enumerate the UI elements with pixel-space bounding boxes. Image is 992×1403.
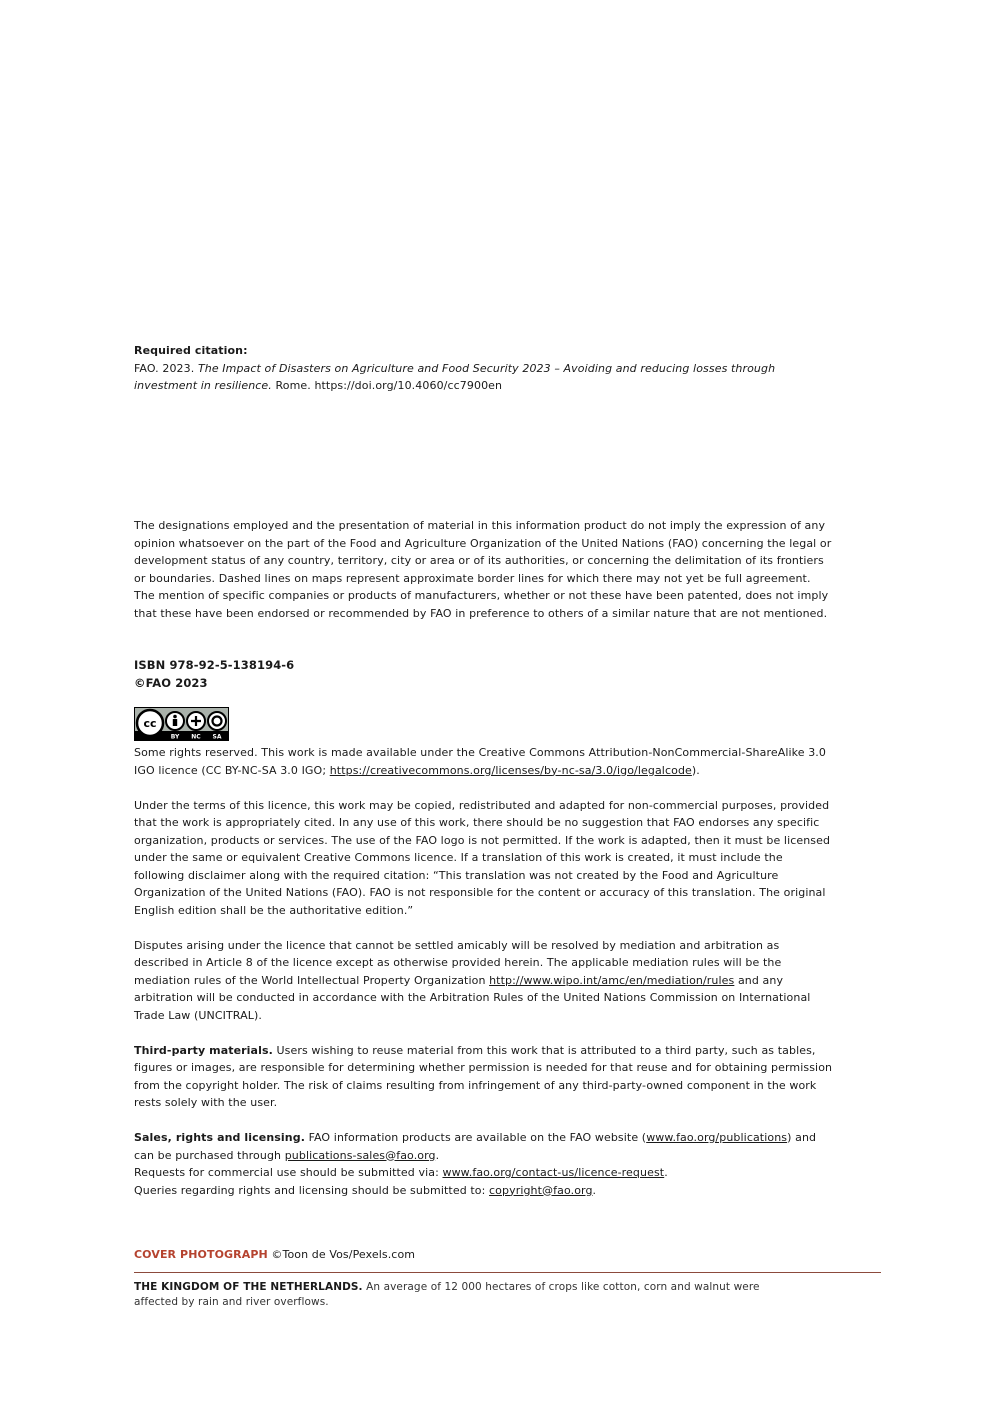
- copyright-notice: ©FAO 2023: [134, 675, 208, 690]
- cc-badge-nc-label: NC: [191, 733, 201, 741]
- licence-intro-end: ).: [691, 763, 700, 777]
- queries-dot: .: [592, 1183, 597, 1197]
- third-party-heading: Third-party materials.: [134, 1043, 273, 1057]
- cover-caption: [134, 1280, 794, 1310]
- cover-divider: [134, 1272, 881, 1273]
- citation-text: [134, 360, 834, 395]
- citation-prefix: FAO. 2023.: [134, 361, 198, 375]
- sales-text-b: ) and can be purchased through: [134, 1131, 817, 1162]
- disputes-paragraph: [134, 937, 834, 1025]
- cover-caption-text: An average of 12 000 hectares of crops like cotton, corn and walnut were affected by rain and river overflows.: [134, 1281, 760, 1308]
- copyright-email-link[interactable]: copyright@fao.org: [489, 1183, 593, 1197]
- cc-license-badge-icon: [134, 707, 229, 741]
- citation-suffix: Rome. https://doi.org/10.4060/cc7900en: [271, 379, 503, 392]
- licence-link[interactable]: https://creativecommons.org/licenses/by-nc-sa/3.0/igo/legalcode: [329, 763, 692, 777]
- disclaimer-block: [134, 517, 834, 622]
- publications-sales-email-link[interactable]: publications-sales@fao.org: [284, 1148, 436, 1162]
- requests-text: Requests for commercial use should be submitted via:: [134, 1166, 443, 1179]
- disclaimer-paragraph-2: The mention of specific companies or products of manufacturers, whether or not these have been patented, does not imply that these have been endorsed or recommended by FAO in preference to others of a similar nature that are not mentioned.: [134, 589, 829, 620]
- citation-heading: Required citation:: [134, 344, 248, 357]
- queries-text: Queries regarding rights and licensing should be submitted to:: [134, 1183, 490, 1197]
- isbn-block: [134, 657, 834, 692]
- licence-intro: [134, 744, 834, 779]
- sales-text-a: FAO information products are available on the FAO website (: [304, 1131, 647, 1144]
- disputes-text-b: and any arbitration will be conducted in accordance with the Arbitration Rules of the United Nations Commission on International Trade Law (UNCITRAL).: [134, 973, 811, 1022]
- isbn: ISBN 978-92-5-138194-6: [134, 658, 295, 672]
- licence-request-link[interactable]: www.fao.org/contact-us/licence-request: [442, 1166, 665, 1179]
- citation-title: The Impact of Disasters on Agriculture and Food Security 2023 – Avoiding and reducing losses through investment in resilience.: [134, 361, 776, 392]
- wipo-mediation-link[interactable]: http://www.wipo.int/amc/en/mediation/rules: [489, 973, 735, 987]
- cover-photograph-credit: [134, 1246, 882, 1264]
- third-party-paragraph: [134, 1042, 834, 1112]
- rights-block: [134, 744, 834, 1217]
- sales-dot: .: [435, 1148, 440, 1162]
- sales-heading: Sales, rights and licensing.: [134, 1131, 305, 1144]
- licence-intro-text: Some rights reserved. This work is made available under the Creative Commons Attribution-NonCommercial-ShareAlike 3.0 IGO licence (CC BY-NC-SA 3.0 IGO;: [134, 746, 826, 777]
- licence-terms: Under the terms of this licence, this work may be copied, redistributed and adapted for non-commercial purposes, provided that the work is appropriately cited. In any use of this work, there should be no suggestion that FAO endorses any specific organization, products or services. The use of the FAO logo is not permitted. If the work is adapted, then it must be licensed under the same or equivalent Creative Commons licence. If a translation of this work is created, it must include the following disclaimer along with the required citation: “This translation was not created by the Food and Agriculture Organization of the United Nations (FAO). FAO is not responsible for the content or accuracy of this translation. The original English edition shall be the authoritative edition.”: [134, 798, 831, 917]
- requests-dot: .: [664, 1166, 668, 1179]
- cc-badge-cc-text: cc: [143, 717, 157, 730]
- cover-caption-heading: THE KINGDOM OF THE NETHERLANDS.: [134, 1281, 363, 1293]
- cc-badge-sa-label: SA: [212, 733, 222, 741]
- cc-badge-by-label: BY: [170, 733, 180, 741]
- cover-photograph-credit-text: ©Toon de Vos/Pexels.com: [267, 1248, 416, 1261]
- cover-photograph-label: COVER PHOTOGRAPH: [134, 1248, 268, 1261]
- fao-publications-link[interactable]: www.fao.org/publications: [646, 1131, 788, 1144]
- third-party-text: Users wishing to reuse material from this work that is attributed to a third party, such as tables, figures or images, are responsible for determining whether permission is needed for that reuse and for obtaining permission from the copyright holder. The risk of claims resulting from infringement of any third-party-owned component in the work rests solely with the user.: [134, 1043, 833, 1109]
- sales-paragraph: [134, 1129, 834, 1199]
- citation-block: [134, 342, 834, 395]
- disclaimer-paragraph-1: The designations employed and the presentation of material in this information product do not imply the expression of any opinion whatsoever on the part of the Food and Agriculture Organization of the United Nations (FAO) concerning the legal or development status of any country, territory, city or area or of its authorities, or concerning the delimitation of its frontiers or boundaries. Dashed lines on maps represent approximate border lines for which there may not yet be full agreement.: [134, 519, 832, 585]
- disputes-text-a: Disputes arising under the licence that cannot be settled amicably will be resolved by mediation and arbitration as described in Article 8 of the licence except as otherwise provided herein. The applicable mediation rules will be the mediation rules of the World Intellectual Property Organization: [134, 938, 782, 987]
